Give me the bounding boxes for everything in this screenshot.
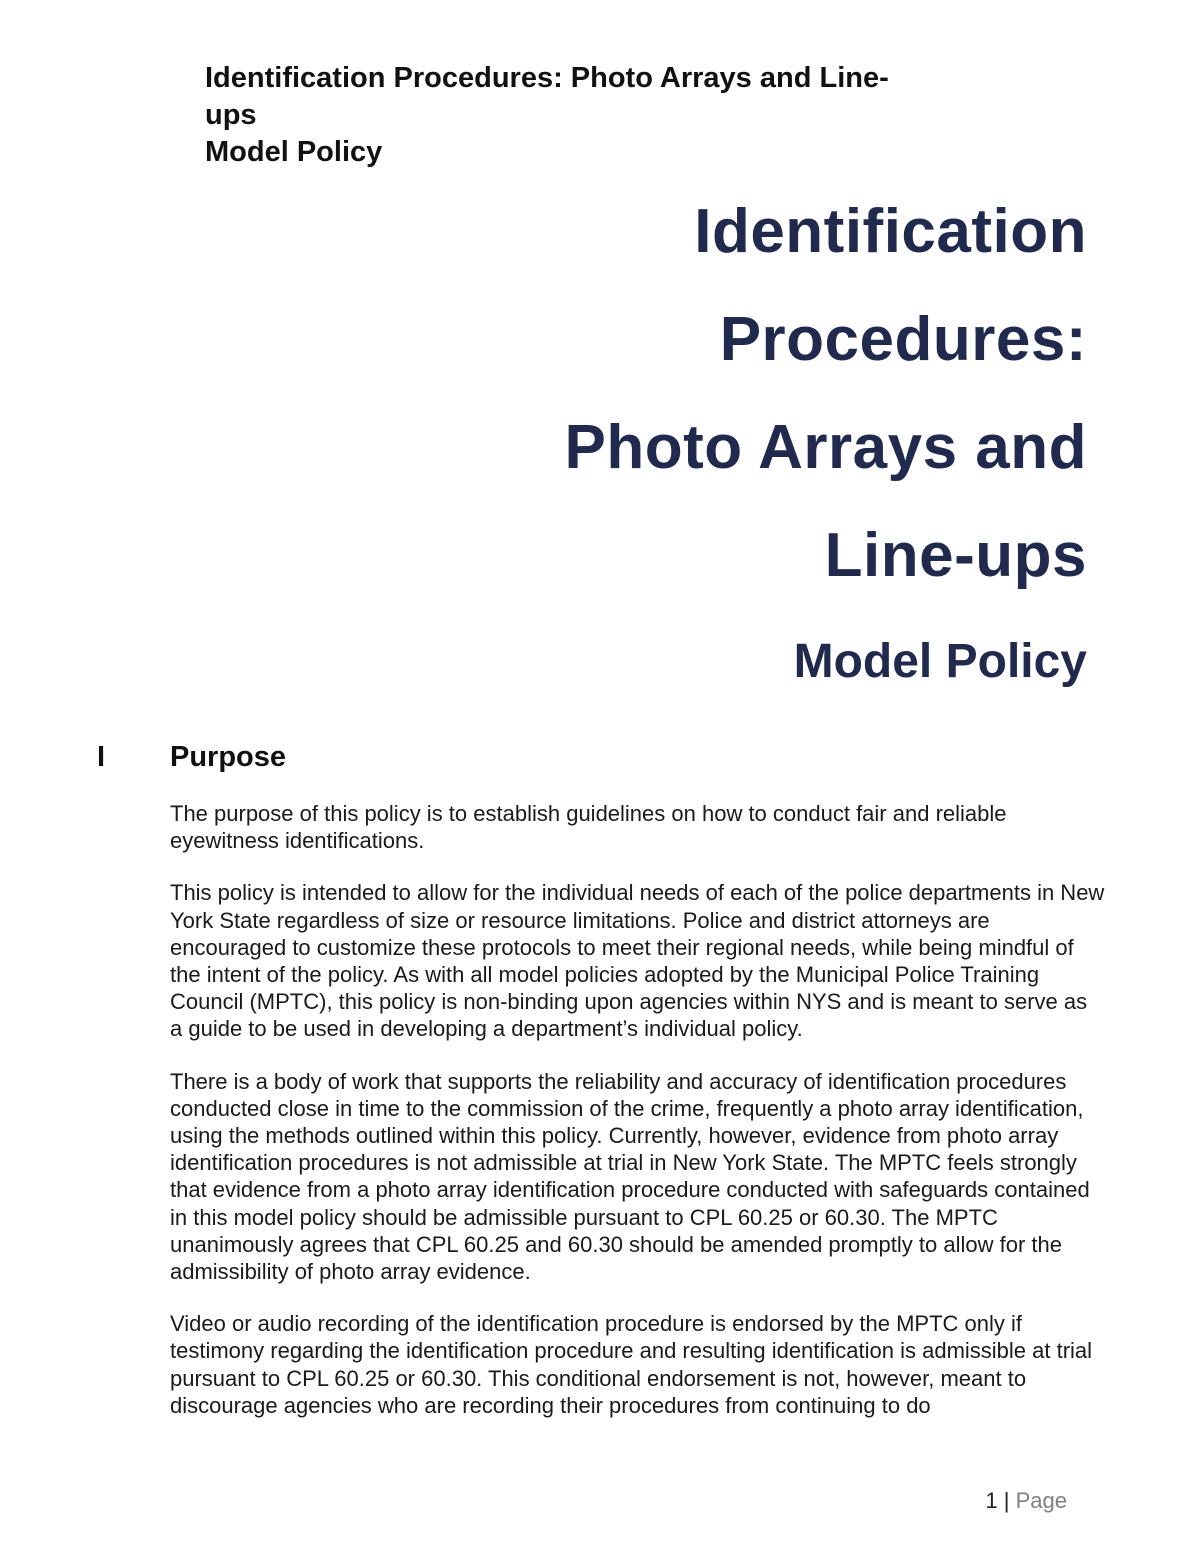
title-line-2: Procedures:: [719, 305, 1087, 374]
running-header: [205, 60, 985, 171]
page-number: 1: [985, 1488, 998, 1513]
document-title: [327, 178, 1087, 692]
paragraph: Video or audio recording of the identification procedure is endorsed by the MPTC only if testimony regarding the identification procedure and resulting identification is admissible at trial pursuant to CPL 60.25 or 60.30. This conditional endorsement is not, however, meant to discourage agencies who are recording their procedures from continuing to do: [170, 1311, 1093, 1418]
section-number: I: [97, 741, 106, 773]
page-footer: [985, 1488, 1067, 1514]
paragraph: There is a body of work that supports the reliability and accuracy of identification procedures conducted close in time to the commission of the crime, frequently a photo array identification, using the methods outlined within this policy. Currently, however, evidence from photo array identification procedures is not admissible at trial in New York State. The MPTC feels strongly that evidence from a photo array identification procedure conducted with safeguards contained in this model policy should be admissible pursuant to CPL 60.25 or 60.30. The MPTC unanimously agrees that CPL 60.25 and 60.30 should be amended promptly to allow for the admissibility of photo array evidence.: [170, 1068, 1090, 1285]
running-header-line-3: Model Policy: [205, 136, 383, 168]
title-line-4: Line-ups: [824, 521, 1087, 590]
paragraph: The purpose of this policy is to establish guidelines on how to conduct fair and reliable eyewitness identifications.: [170, 801, 1007, 854]
section-title: Purpose: [170, 741, 287, 773]
title-line-1: Identification: [694, 197, 1087, 266]
page-separator: |: [1003, 1488, 1010, 1513]
section-heading: [97, 738, 997, 776]
running-header-line-2: ups: [205, 99, 257, 131]
page-label: Page: [1015, 1488, 1067, 1513]
document-subtitle: Model Policy: [793, 635, 1087, 688]
running-header-line-1: Identification Procedures: Photo Arrays and Line-: [205, 62, 889, 94]
title-line-3: Photo Arrays and: [564, 413, 1087, 482]
section-body: [170, 800, 1105, 1444]
paragraph: This policy is intended to allow for the individual needs of each of the police departments in New York State regardless of size or resource limitations. Police and district attorneys are encouraged to customize these protocols to meet their regional needs, while being mindful of the intent of the policy. As with all model policies adopted by the Municipal Police Training Council (MPTC), this policy is non-binding upon agencies within NYS and is meant to serve as a guide to be used in developing a department’s individual policy.: [170, 880, 1105, 1042]
